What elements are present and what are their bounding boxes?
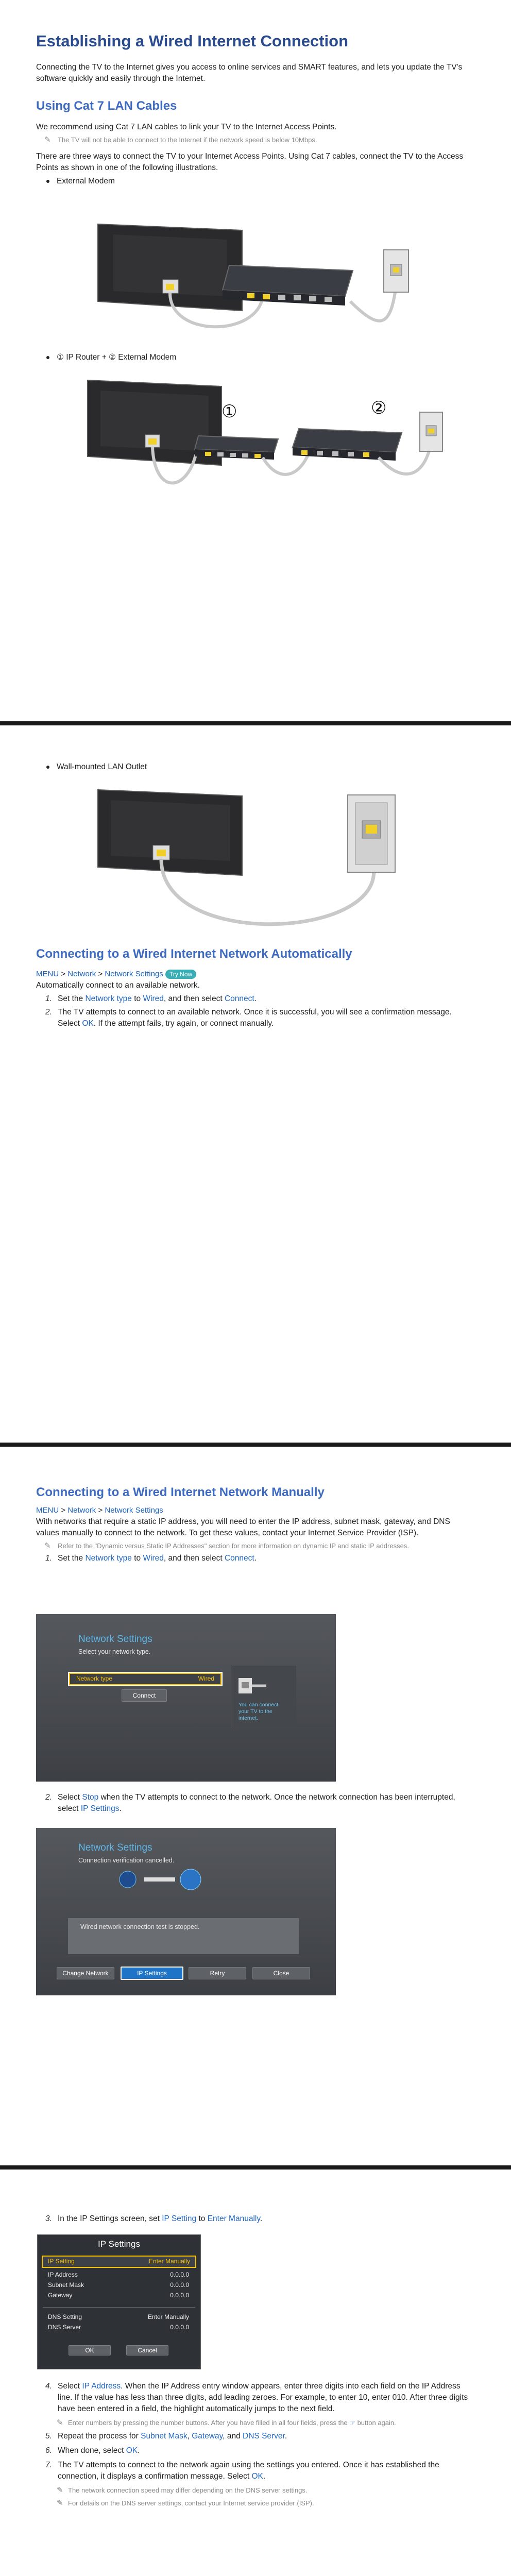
step-text: Repeat the process for	[58, 2432, 141, 2441]
network-type-row[interactable]	[68, 1672, 223, 1686]
bullet-wall-outlet	[36, 761, 474, 773]
note-dynamic-static-text: Refer to the "Dynamic versus Static IP Addresses" section for more information on dynamic IP and static IP addresses.	[58, 1542, 409, 1550]
menu-path-sep: >	[96, 970, 105, 978]
pencil-icon: ✎	[57, 2486, 63, 2495]
step-text: Set the	[58, 994, 86, 1003]
step-number: 4.	[45, 2382, 52, 2391]
link-connect[interactable]: Connect	[224, 1554, 254, 1563]
row-label: DNS Setting	[48, 2313, 82, 2320]
ui-title: Network Settings	[78, 1842, 152, 1853]
link-network-type[interactable]: Network type	[85, 1554, 132, 1563]
section-heading-cat7: Using Cat 7 LAN Cables	[36, 99, 177, 113]
manual-step-5	[36, 2431, 474, 2442]
message-text: Wired network connection test is stopped.	[80, 1923, 200, 1930]
link-connect[interactable]: Connect	[224, 994, 254, 1003]
cancel-button[interactable]: Cancel	[126, 2345, 168, 2355]
ok-button[interactable]: OK	[69, 2345, 111, 2355]
step-text: .	[254, 1554, 257, 1563]
step-text: ,	[187, 2432, 192, 2441]
link-ip-setting[interactable]: IP Setting	[162, 2214, 197, 2223]
menu-path-network-settings[interactable]: Network Settings	[105, 1506, 163, 1515]
auto-connect-text: Automatically connect to an available network.	[36, 981, 200, 990]
link-gateway[interactable]: Gateway	[192, 2432, 223, 2441]
change-network-button[interactable]: Change Network	[57, 1967, 114, 1979]
network-type-value: Wired	[198, 1675, 214, 1682]
row-value: 0.0.0.0	[170, 2271, 189, 2278]
gateway-row[interactable]	[43, 2292, 195, 2301]
manual-step-7	[36, 2460, 474, 2482]
step-number: 2.	[45, 1008, 52, 1016]
link-stop[interactable]: Stop	[82, 1793, 99, 1802]
page-2	[0, 725, 511, 1443]
close-button[interactable]: Close	[252, 1967, 310, 1979]
step-text: , and then select	[163, 994, 225, 1003]
step-number: 5.	[45, 2432, 52, 2441]
step-text: when the TV attempts to connect to the network. Once the network connection has been interrupted, select	[58, 1793, 455, 1813]
link-enter-manually[interactable]: Enter Manually	[207, 2214, 260, 2223]
ip-setting-row[interactable]	[42, 2256, 196, 2268]
note-enter-numbers	[36, 2418, 474, 2428]
tv-globe-icon	[113, 1864, 216, 1895]
side-panel	[231, 1666, 296, 1727]
bullet-external-modem-text: External Modem	[57, 177, 115, 185]
link-ip-settings[interactable]: IP Settings	[80, 1804, 120, 1813]
step-text: .	[284, 2432, 287, 2441]
section-heading-auto: Connecting to a Wired Internet Network Automatically	[36, 947, 352, 961]
pencil-icon: ✎	[44, 135, 51, 144]
link-dns-server[interactable]: DNS Server	[243, 2432, 285, 2441]
step-text: In the IP Settings screen, set	[58, 2214, 162, 2223]
page-4	[0, 2170, 511, 2576]
ways-text: There are three ways to connect the TV to your Internet Access Points. Using Cat 7 cables, connect the TV to the Access Points as shown in one of the following illustrations.	[36, 152, 464, 172]
step-text: The TV attempts to connect to the network again using the settings you entered. Once it has established the connection, it displays a confirmation message. Select	[58, 2461, 439, 2481]
ui-subtitle: Connection verification cancelled.	[78, 1857, 175, 1864]
note-dynamic-static	[36, 1541, 474, 1551]
menu-path	[36, 969, 474, 980]
menu-path-sep: >	[59, 1506, 68, 1515]
bullet-external-modem	[36, 176, 474, 187]
step-text: Set the	[58, 1554, 86, 1563]
step-text: to	[131, 1554, 143, 1563]
menu-path-network-settings[interactable]: Network Settings	[105, 970, 163, 978]
auto-step-2	[36, 1007, 474, 1029]
page-3	[0, 1447, 511, 2165]
ip-address-row[interactable]	[43, 2271, 195, 2280]
screenshot-connection-cancelled	[36, 1828, 336, 1995]
manual-step-3	[36, 2213, 474, 2225]
link-ip-address[interactable]: IP Address	[82, 2382, 121, 2391]
section-heading-manual: Connecting to a Wired Internet Network Manually	[36, 1485, 325, 1499]
manual-step-1	[36, 1553, 474, 1564]
step-number: 1.	[45, 994, 52, 1003]
page-1	[0, 0, 511, 721]
step-number: 6.	[45, 2446, 52, 2455]
subnet-mask-row[interactable]	[43, 2281, 195, 2291]
step-text: .	[254, 994, 257, 1003]
marker-1: ①	[222, 402, 237, 421]
note-enter-numbers-text: Enter numbers by pressing the number buttons. After you have filled in all four fields, press the	[68, 2419, 350, 2427]
menu-path-sep: >	[96, 1506, 105, 1515]
menu-path-menu[interactable]: MENU	[36, 970, 59, 978]
row-label: IP Address	[48, 2271, 78, 2278]
note-dns-isp-text: For details on the DNS server settings, contact your Internet service provider (ISP).	[68, 2499, 314, 2507]
link-network-type[interactable]: Network type	[85, 994, 132, 1003]
manual-step-6	[36, 2445, 474, 2456]
illustration-router-modem	[82, 375, 474, 524]
dns-server-row[interactable]	[43, 2324, 195, 2333]
auto-step-1	[36, 993, 474, 1005]
note-dns-speed-text: The network connection speed may differ depending on the DNS server settings.	[68, 2486, 308, 2494]
recommend-text: We recommend using Cat 7 LAN cables to link your TV to the Internet Access Points.	[36, 123, 337, 131]
link-ok[interactable]: OK	[251, 2472, 263, 2481]
side-hint: You can connect your TV to the internet.	[239, 1702, 279, 1721]
ui-title: Network Settings	[78, 1634, 152, 1645]
row-value: 0.0.0.0	[170, 2292, 189, 2299]
step-text: to	[131, 994, 143, 1003]
step-text: . If the attempt fails, try again, or connect manually.	[93, 1019, 274, 1028]
step-number: 2.	[45, 1793, 52, 1802]
dns-setting-row[interactable]	[43, 2313, 195, 2323]
row-label: IP Setting	[48, 2258, 75, 2265]
step-text: .	[263, 2472, 266, 2481]
note-dns-speed	[36, 2485, 474, 2495]
step-text: , and	[223, 2432, 243, 2441]
page-title: Establishing a Wired Internet Connection	[36, 32, 348, 50]
screenshot-network-type	[36, 1614, 336, 1782]
step-text: Select	[58, 1793, 82, 1802]
illustration-external-modem	[93, 219, 443, 348]
link-ok[interactable]: OK	[126, 2446, 138, 2455]
retry-button[interactable]: Retry	[189, 1967, 246, 1979]
pencil-icon: ✎	[57, 2418, 63, 2427]
step-text: The TV attempts to connect to an available network. Once it is successful, you will see a confirmation message. Select	[58, 1008, 452, 1028]
row-label: Subnet Mask	[48, 2281, 84, 2289]
row-label: DNS Server	[48, 2324, 81, 2331]
link-wired[interactable]: Wired	[143, 994, 164, 1003]
step-text: . When the IP Address entry window appears, enter three digits into each field on the IP Address line. If the value has less than three digits, add leading zeroes. For example, to enter 10, enter 010. After three digits have been entered in a field, the highlight automatically jumps to the next field.	[58, 2382, 468, 2413]
dialog-title: IP Settings	[98, 2239, 140, 2249]
step-text: .	[119, 1804, 122, 1813]
ip-settings-dialog	[37, 2234, 201, 2369]
bullet-router-modem-text: ① IP Router + ② External Modem	[57, 353, 177, 362]
step-text: .	[138, 2446, 140, 2455]
note-enter-numbers-text: button again.	[355, 2419, 396, 2427]
row-value: 0.0.0.0	[170, 2324, 189, 2331]
row-value: Enter Manually	[148, 2258, 190, 2265]
step-number: 7.	[45, 2461, 52, 2469]
link-ok[interactable]: OK	[82, 1019, 94, 1028]
try-now-button[interactable]: Try Now	[165, 970, 196, 979]
ip-settings-button[interactable]: IP Settings	[121, 1967, 183, 1980]
illustration-wall-outlet	[95, 785, 415, 939]
note-speed	[36, 135, 474, 145]
link-wired[interactable]: Wired	[143, 1554, 164, 1563]
link-subnet-mask[interactable]: Subnet Mask	[141, 2432, 188, 2441]
marker-2: ②	[371, 398, 387, 418]
step-text: Select	[58, 2382, 82, 2391]
manual-intro: With networks that require a static IP address, you will need to enter the IP address, subnet mask, gateway, and DNS values manually to connect to the network. To get these values, contact your Internet Service Provider (ISP).	[36, 1517, 450, 1537]
menu-path	[36, 1505, 474, 1516]
message-box	[68, 1918, 299, 1954]
pencil-icon: ✎	[44, 1541, 51, 1550]
manual-step-4	[36, 2381, 474, 2415]
row-value: Enter Manually	[147, 2313, 189, 2320]
ui-subtitle: Select your network type.	[78, 1648, 151, 1655]
enter-button-icon: ☞	[349, 2419, 355, 2427]
menu-path-menu[interactable]: MENU	[36, 1506, 59, 1515]
network-type-label: Network type	[76, 1675, 113, 1682]
row-label: Gateway	[48, 2292, 73, 2299]
bullet-router-modem	[36, 352, 474, 363]
step-text: When done, select	[58, 2446, 126, 2455]
step-text: .	[260, 2214, 263, 2223]
pencil-icon: ✎	[57, 2499, 63, 2507]
step-number: 1.	[45, 1554, 52, 1563]
connect-button[interactable]: Connect	[122, 1689, 167, 1702]
step-number: 3.	[45, 2214, 52, 2223]
menu-path-network[interactable]: Network	[67, 970, 96, 978]
menu-path-network[interactable]: Network	[67, 1506, 96, 1515]
menu-path-sep: >	[59, 970, 68, 978]
manual-step-2	[36, 1792, 474, 1815]
divider	[43, 2307, 195, 2308]
step-text: , and then select	[163, 1554, 225, 1563]
note-dns-isp	[36, 2498, 474, 2508]
note-speed-text: The TV will not be able to connect to the Internet if the network speed is below 10Mbps.	[58, 136, 317, 144]
row-value: 0.0.0.0	[170, 2281, 189, 2289]
lan-cable-icon	[236, 1673, 267, 1699]
bullet-wall-outlet-text: Wall-mounted LAN Outlet	[57, 762, 147, 771]
step-text: to	[196, 2214, 208, 2223]
intro-paragraph: Connecting the TV to the Internet gives you access to online services and SMART features, and lets you update the TV's software quickly and easily through the Internet.	[36, 63, 463, 83]
